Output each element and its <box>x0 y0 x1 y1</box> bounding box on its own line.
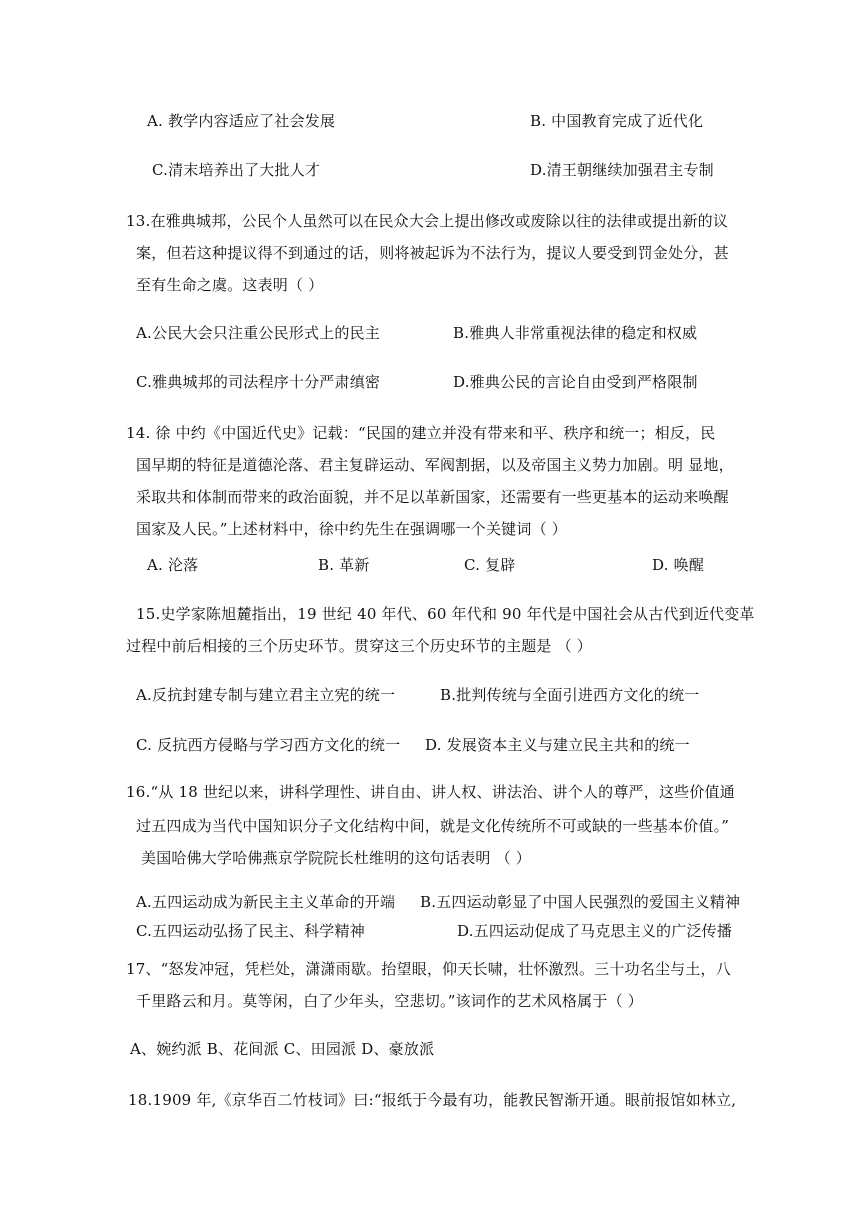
q15-option-d: D. 发展资本主义与建立民主共和的统一 <box>425 736 690 754</box>
q18-stem-line-1: 18.1909 年,《京华百二竹枝词》曰:“报纸于今最有功，能教民智渐开通。眼前报馆如林立, <box>128 1091 737 1109</box>
q17-stem-line-2: 千里路云和月。莫等闲，白了少年头，空悲切。”该词作的艺术风格属于（ ） <box>136 992 643 1010</box>
q12-option-d: D.清王朝继续加强君主专制 <box>530 161 714 179</box>
q16-stem-line-3: 美国哈佛大学哈佛燕京学院院长杜维明的这句话表明 （ ） <box>141 849 531 867</box>
q14-option-b: B. 革新 <box>318 556 370 574</box>
q12-option-b: B. 中国教育完成了近代化 <box>530 112 704 130</box>
q12-option-c: C.清末培养出了大批人才 <box>152 161 321 179</box>
q16-stem-line-1: 16.“从 18 世纪以来，讲科学理性、讲自由、讲人权、讲法治、讲个人的尊严，这些价值通 <box>126 783 735 801</box>
q16-option-c: C.五四运动弘扬了民主、科学精神 <box>136 922 365 940</box>
q16-option-a: A.五四运动成为新民主主义革命的开端 <box>136 893 396 911</box>
q15-stem-line-2: 过程中前后相接的三个历史环节。贯穿这三个历史环节的主题是 （ ） <box>126 637 592 655</box>
q14-stem-line-1: 14. 徐 中约《中国近代史》记载：“民国的建立并没有带来和平、秩序和统一；相反，民 <box>126 424 716 442</box>
q17-options: A、婉约派 B、花间派 C、田园派 D、豪放派 <box>130 1040 435 1058</box>
q13-option-c: C.雅典城邦的司法程序十分严肃缜密 <box>136 373 381 391</box>
q14-stem-line-4: 国家及人民。”上述材料中，徐中约先生在强调哪一个关键词（ ） <box>136 520 567 538</box>
q14-option-c: C. 复辟 <box>464 556 516 574</box>
q14-stem-line-2: 国早期的特征是道德沦落、君主复辟运动、军阀割据，以及帝国主义势力加剧。明 显地， <box>136 456 734 474</box>
q14-option-d: D. 唤醒 <box>652 556 705 574</box>
q16-stem-line-2: 过五四成为当代中国知识分子文化结构中间，就是文化传统所不可或缺的一些基本价值。” <box>136 817 730 835</box>
q15-stem-line-1: 15.史学家陈旭麓指出，19 世纪 40 年代、60 年代和 90 年代是中国社会从古代到近代变革 <box>136 605 755 623</box>
q16-option-b: B.五四运动彰显了中国人民强烈的爱国主义精神 <box>420 893 741 911</box>
q13-stem-line-1: 13.在雅典城邦，公民个人虽然可以在民众大会上提出修改或废除以往的法律或提出新的议 <box>126 212 729 230</box>
q15-option-b: B.批判传统与全面引进西方文化的统一 <box>440 686 700 704</box>
q13-stem-line-2: 案，但若这种提议得不到通过的话，则将被起诉为不法行为，提议人要受到罚金处分，甚 <box>136 244 729 262</box>
q14-option-a: A. 沦落 <box>147 556 199 574</box>
q15-option-c: C. 反抗西方侵略与学习西方文化的统一 <box>136 736 401 754</box>
q13-option-a: A.公民大会只注重公民形式上的民主 <box>136 324 381 342</box>
q12-option-a: A. 教学内容适应了社会发展 <box>147 112 336 130</box>
q17-stem-line-1: 17、“怒发冲冠，凭栏处，潇潇雨歇。抬望眼，仰天长啸，壮怀激烈。三十功名尘与土，八 <box>126 960 731 978</box>
q13-option-b: B.雅典人非常重视法律的稳定和权威 <box>453 324 698 342</box>
q13-option-d: D.雅典公民的言论自由受到严格限制 <box>453 373 698 391</box>
q14-stem-line-3: 采取共和体制而带来的政治面貌，并不足以革新国家，还需要有一些更基本的运动来唤醒 <box>136 488 729 506</box>
q15-option-a: A.反抗封建专制与建立君主立宪的统一 <box>136 686 396 704</box>
q13-stem-line-3: 至有生命之虞。这表明（ ） <box>136 276 324 294</box>
q16-option-d: D.五四运动促成了马克思主义的广泛传播 <box>457 922 733 940</box>
